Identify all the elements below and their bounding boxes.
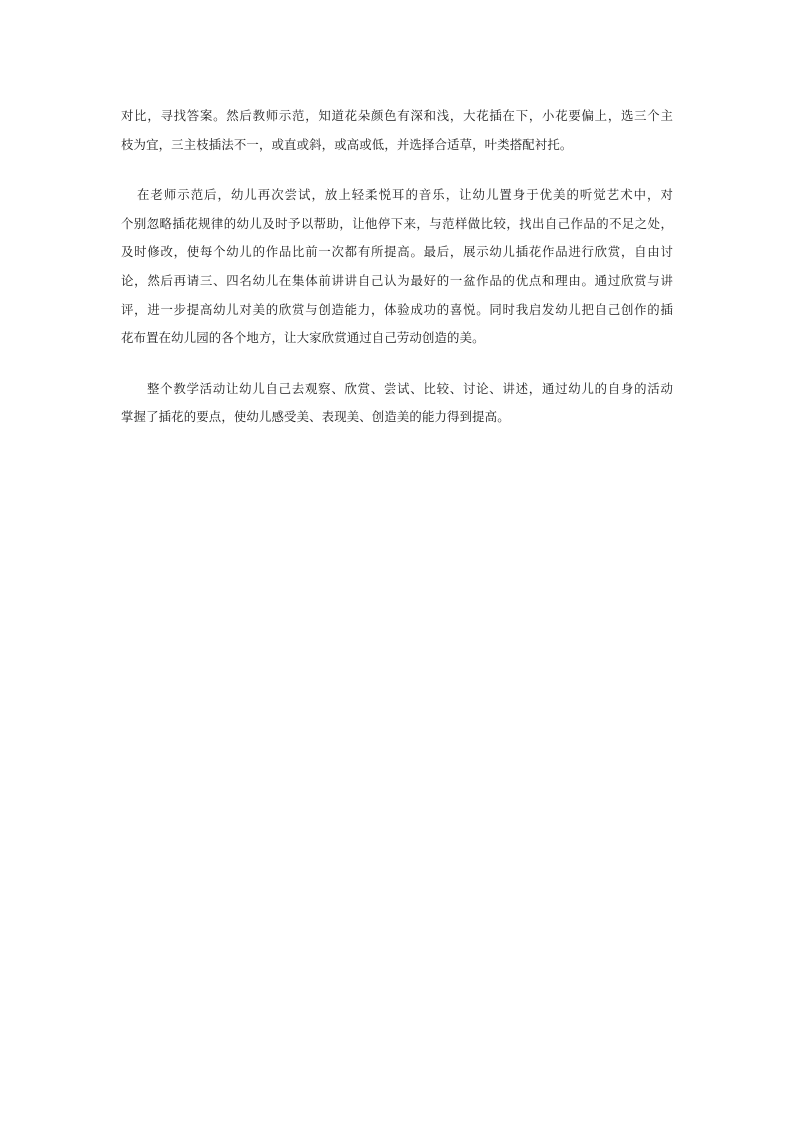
text-line: 在老师示范后，幼儿再次尝试，放上轻柔悦耳的音乐，让幼儿置身于优美的听觉艺术中，对 — [137, 187, 673, 203]
text-line: 花布置在幼儿园的各个地方，让大家欣赏通过自己劳动创造的美。 — [121, 330, 485, 346]
paragraph-summary — [121, 375, 673, 432]
text-line: 整个教学活动让幼儿自己去观察、欣赏、尝试、比较、讨论、讲述，通过幼儿的自身的活动 — [147, 380, 673, 396]
document-body — [121, 102, 673, 432]
text-line: 及时修改，使每个幼儿的作品比前一次都有所提高。最后，展示幼儿插花作品进行欣赏，自由讨 — [121, 244, 673, 260]
text-line: 对比，寻找答案。然后教师示范，知道花朵颜色有深和浅，大花插在下，小花要偏上，选三个主 — [121, 108, 673, 123]
paragraph-children-practice — [121, 181, 673, 353]
paragraph-flower-demonstration — [121, 102, 673, 159]
text-line: 掌握了插花的要点，使幼儿感受美、表现美、创造美的能力得到提高。 — [121, 409, 510, 425]
text-line: 个别忽略插花规律的幼儿及时予以帮助，让他停下来，与范样做比较，找出自己作品的不足之处， — [121, 215, 673, 231]
text-line: 评，进一步提高幼儿对美的欣赏与创造能力，体验成功的喜悦。同时我启发幼儿把自己创作的插 — [121, 301, 673, 317]
text-line: 枝为宜，三主枝插法不一，或直或斜，或高或低，并选择合适草，叶类搭配衬托。 — [121, 136, 573, 152]
text-line: 论，然后再请三、四名幼儿在集体前讲讲自己认为最好的一盆作品的优点和理由。通过欣赏与讲 — [121, 272, 673, 288]
